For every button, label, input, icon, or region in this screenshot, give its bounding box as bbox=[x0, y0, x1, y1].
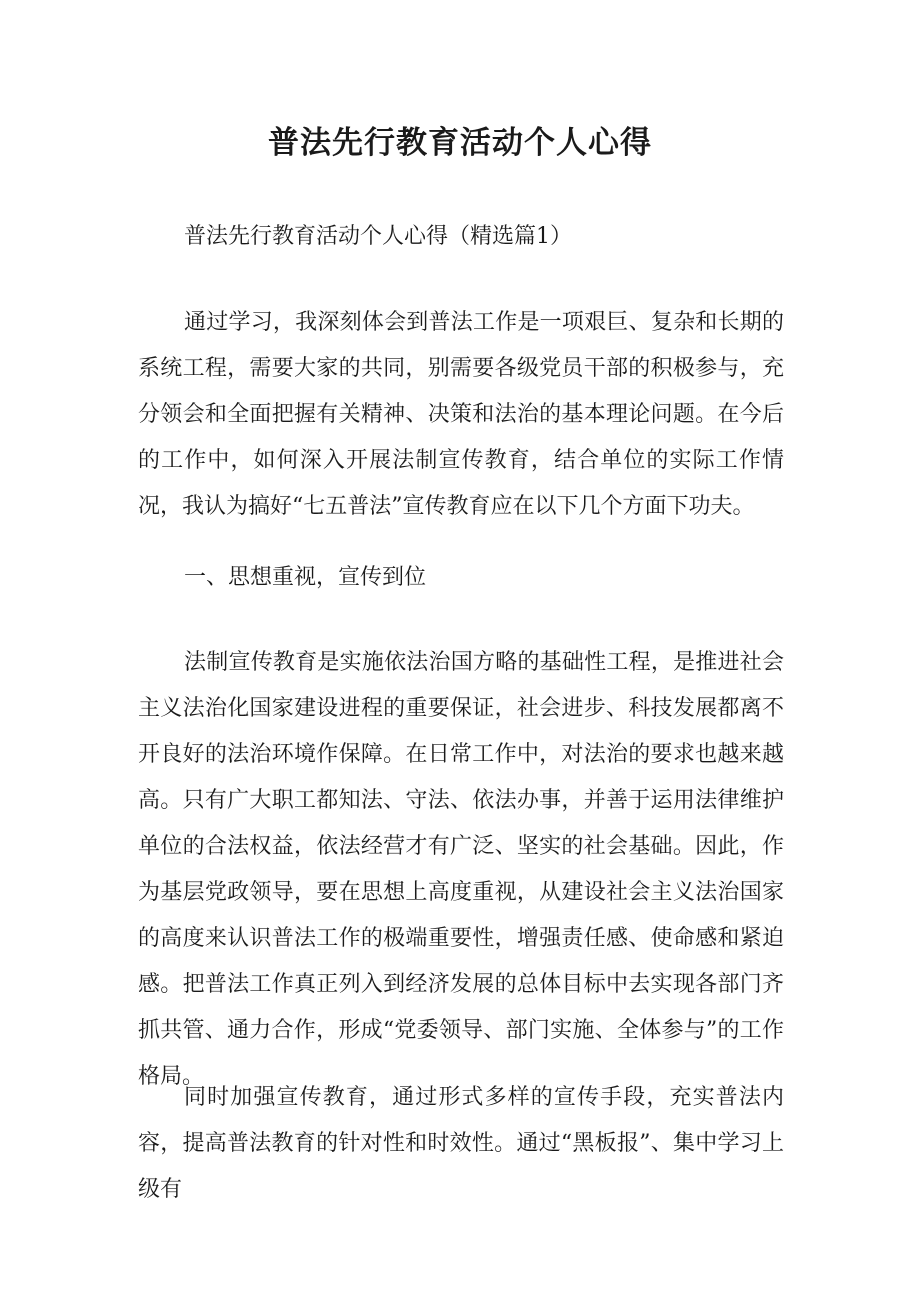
paragraph-intro: 通过学习，我深刻体会到普法工作是一项艰巨、复杂和长期的系统工程，需要大家的共同，别需要各级党员干部的积极参与，充分领会和全面把握有关精神、决策和法治的基本理论问题。在今后的工作中，如何深入开展法制宣传教育，结合单位的实际工作情况，我认为搞好“七五普法”宣传教育应在以下几个方面下功夫。 bbox=[138, 310, 784, 519]
document-subtitle: 普法先行教育活动个人心得（精选篇1） bbox=[184, 224, 572, 249]
paragraph-legal-education: 法制宣传教育是实施依法治国方略的基础性工程，是推进社会主义法治化国家建设进程的重要保证，社会进步、科技发展都离不开良好的法治环境作保障。在日常工作中，对法治的要求也越来越高。只有广大职工都知法、守法、依法办事，并善于运用法律维护单位的合法权益，依法经营才有广泛、坚实的社会基础。因此，作为基层党政领导，要在思想上高度重视，从建设社会主义法治国家的高度来认识普法工作的极端重要性，增强责任感、使命感和紧迫感。把普法工作真正列入到经济发展的总体目标中去实现各部门齐抓共管、通力合作，形成“党委领导、部门实施、全体参与”的工作格局。 bbox=[138, 650, 784, 1089]
section-heading: 一、思想重视，宣传到位 bbox=[184, 565, 427, 590]
paragraph-publicity: 同时加强宣传教育，通过形式多样的宣传手段，充实普法内容，提高普法教育的针对性和时效性。通过“黑板报”、集中学习上级有 bbox=[138, 1085, 784, 1202]
document-title: 普法先行教育活动个人心得 bbox=[268, 125, 652, 161]
